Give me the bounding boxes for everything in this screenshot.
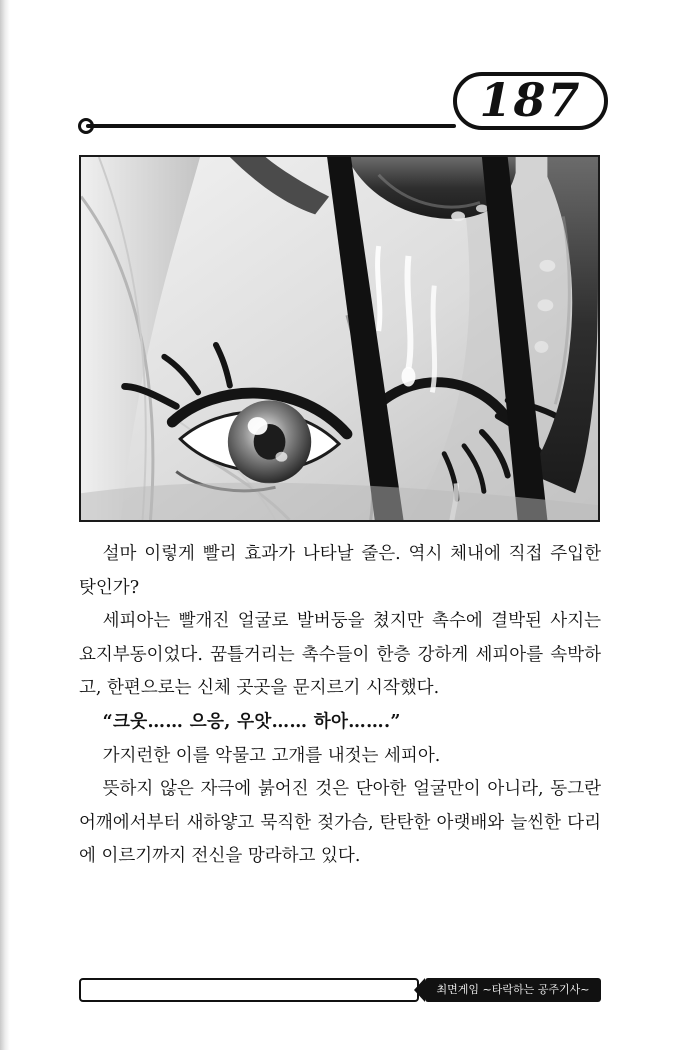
paragraph: 세피아는 빨개진 얼굴로 발버둥을 쳤지만 촉수에 결박된 사지는 요지부동이었다. 꿈틀거리는 촉수들이 한층 강하게 세피아를 속박하고, 한편으로는 신체 곳곳을 문지르기 시작했다. xyxy=(79,611,601,699)
paragraph: 뜻하지 않은 자극에 붉어진 것은 단아한 얼굴만이 아니라, 동그란 어깨에서부터 새하얗고 묵직한 젖가슴, 탄탄한 아랫배와 늘씬한 다리에 이르기까지 전신을 망라하고 있다. xyxy=(79,779,601,867)
paragraph: 설마 이렇게 빨리 효과가 나타날 줄은. 역시 체내에 직접 주입한 탓인가? xyxy=(79,544,601,598)
footer-title: 최면게임 ~타락하는 공주기사~ xyxy=(436,983,590,996)
footer-rule-box xyxy=(79,978,419,1002)
page-number: 187 xyxy=(479,73,582,128)
page-body-text xyxy=(79,538,601,874)
paragraph: 가지런한 이를 악물고 고개를 내젓는 세피아. xyxy=(102,745,441,766)
binding-edge-shadow xyxy=(0,0,10,1050)
dialogue-line: “크웃…… 으응, 우앗…… 하아…….” xyxy=(102,711,401,732)
footer-title-bar xyxy=(425,978,601,1002)
footer-arrow-icon xyxy=(414,978,425,1002)
page-footer xyxy=(79,978,601,1004)
illustration-artwork xyxy=(81,157,598,520)
header-rule xyxy=(86,124,456,128)
illustration-panel xyxy=(79,155,600,522)
page-header xyxy=(78,72,608,134)
page-number-badge xyxy=(453,72,608,130)
